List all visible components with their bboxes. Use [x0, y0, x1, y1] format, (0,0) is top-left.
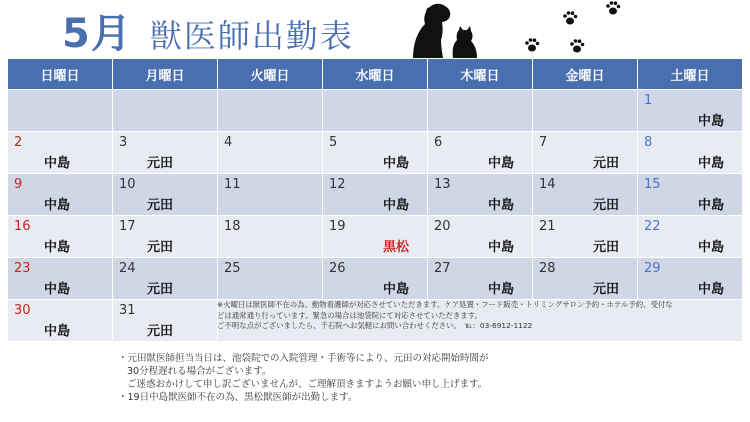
notice-line: ご不明な点がございましたら、千石院へお気軽にお問い合わせください。 ℡：03-6912-1122	[217, 321, 533, 330]
day-cell	[218, 216, 323, 258]
day-cell	[323, 174, 428, 216]
doctor-name: 元田	[147, 198, 174, 213]
doctor-name: 中島	[697, 282, 724, 297]
week-row	[8, 90, 743, 132]
doctor-name: 中島	[697, 114, 724, 129]
day-number: 29	[644, 261, 661, 276]
footer-line: 30分程遅れる場合がございます。	[127, 366, 272, 377]
day-cell	[638, 216, 743, 258]
day-cell	[428, 132, 533, 174]
day-number: 9	[14, 177, 23, 192]
day-cell	[113, 216, 218, 258]
day-cell	[428, 90, 533, 132]
doctor-name: 中島	[697, 240, 724, 255]
doctor-name: 元田	[592, 156, 619, 171]
day-number: 21	[539, 219, 556, 234]
day-number: 15	[644, 177, 661, 192]
day-number: 12	[329, 177, 346, 192]
day-cell	[428, 174, 533, 216]
day-number: 24	[119, 261, 136, 276]
day-cell	[8, 258, 113, 300]
footer-notes	[118, 352, 489, 404]
day-number: 6	[434, 135, 443, 150]
doctor-name: 中島	[44, 156, 71, 171]
footer-line: ・元田獣医師担当当日は、池袋院での入院管理・手術等により、元田の対応開始時間が	[118, 353, 489, 364]
doctor-name: 元田	[147, 240, 174, 255]
doctor-name: 中島	[382, 156, 409, 171]
day-cell	[218, 132, 323, 174]
day-cell	[323, 258, 428, 300]
paw-print-icon	[562, 10, 578, 26]
day-cell	[638, 174, 743, 216]
day-cell	[323, 90, 428, 132]
day-cell	[113, 174, 218, 216]
day-number: 8	[644, 135, 653, 150]
day-number: 2	[14, 135, 23, 150]
day-number: 20	[434, 219, 451, 234]
doctor-name: 黒松	[382, 240, 409, 255]
day-cell	[113, 132, 218, 174]
doctor-name: 中島	[697, 198, 724, 213]
doctor-name: 元田	[592, 240, 619, 255]
weekday-header-row	[8, 59, 743, 90]
day-cell	[638, 90, 743, 132]
notice-line: ※火曜日は獣医師不在の為、動物看護師が対応させていただきます。ケア処置・フード販売・トリミングサロン予約・ホテル予約、受付な	[217, 300, 673, 309]
weekday-tuesday: 火曜日	[218, 59, 323, 90]
day-number: 11	[224, 177, 241, 192]
day-number: 14	[539, 177, 556, 192]
doctor-name: 中島	[487, 282, 514, 297]
paw-print-icon	[604, 0, 622, 16]
doctor-name: 中島	[44, 282, 71, 297]
doctor-name: 中島	[487, 156, 514, 171]
footer-line: ご迷惑おかけして申し訳ございませんが、ご理解頂きますようお願い申し上げます。	[127, 379, 488, 390]
day-number: 19	[329, 219, 346, 234]
doctor-name: 中島	[44, 198, 71, 213]
doctor-name: 中島	[382, 198, 409, 213]
day-cell	[113, 258, 218, 300]
dog-and-cat-silhouette-icon	[405, 0, 485, 60]
day-cell	[533, 216, 638, 258]
title-name: 獣医師出勤表	[149, 17, 354, 55]
day-number: 13	[434, 177, 451, 192]
day-cell	[113, 300, 218, 342]
day-number: 30	[14, 303, 31, 318]
day-number: 17	[119, 219, 136, 234]
day-number: 27	[434, 261, 451, 276]
notice-line: どは通常通り行っています。緊急の場合は池袋院にて対応させていただきます。	[217, 310, 482, 320]
doctor-name: 中島	[382, 282, 409, 297]
weekday-monday: 月曜日	[113, 59, 218, 90]
day-cell	[533, 258, 638, 300]
doctor-name: 中島	[44, 324, 71, 339]
day-cell	[323, 132, 428, 174]
doctor-name: 元田	[147, 282, 174, 297]
day-cell	[218, 174, 323, 216]
week-row	[8, 216, 743, 258]
day-cell	[533, 174, 638, 216]
weekday-friday: 金曜日	[533, 59, 638, 90]
day-cell	[8, 216, 113, 258]
doctor-name: 元田	[147, 156, 174, 171]
day-cell	[638, 258, 743, 300]
day-number: 16	[14, 219, 31, 234]
day-number: 31	[119, 303, 136, 318]
day-cell	[428, 216, 533, 258]
doctor-name: 中島	[697, 156, 724, 171]
doctor-name: 中島	[487, 240, 514, 255]
doctor-name: 元田	[147, 324, 174, 339]
paw-print-icon	[569, 38, 585, 54]
day-cell	[533, 90, 638, 132]
day-number: 28	[539, 261, 556, 276]
day-cell	[8, 132, 113, 174]
day-cell	[8, 174, 113, 216]
week-row	[8, 258, 743, 300]
weekday-thursday: 木曜日	[428, 59, 533, 90]
day-cell	[218, 90, 323, 132]
day-number: 7	[539, 135, 548, 150]
day-cell	[638, 132, 743, 174]
day-cell	[533, 132, 638, 174]
tuesday-notice	[217, 300, 742, 332]
day-number: 18	[224, 219, 241, 234]
day-number: 3	[119, 135, 128, 150]
day-number: 23	[14, 261, 31, 276]
page-title	[62, 8, 354, 56]
day-cell	[323, 216, 428, 258]
title-month: 5月	[62, 11, 132, 57]
day-cell	[113, 90, 218, 132]
paw-print-icon	[524, 37, 540, 53]
weekday-wednesday: 水曜日	[323, 59, 428, 90]
footer-line: ・19日中島獣医師不在の為、黒松獣医師が出勤します。	[118, 392, 358, 403]
day-cell	[218, 258, 323, 300]
day-number: 25	[224, 261, 241, 276]
doctor-name: 元田	[592, 198, 619, 213]
day-number: 1	[644, 93, 653, 108]
week-row	[8, 174, 743, 216]
day-number: 26	[329, 261, 346, 276]
day-cell	[428, 258, 533, 300]
day-number: 5	[329, 135, 338, 150]
day-number: 22	[644, 219, 661, 234]
day-cell	[8, 90, 113, 132]
day-number: 4	[224, 135, 233, 150]
doctor-name: 中島	[487, 198, 514, 213]
day-cell	[8, 300, 113, 342]
week-row	[8, 132, 743, 174]
weekday-saturday: 土曜日	[638, 59, 743, 90]
doctor-name: 中島	[44, 240, 71, 255]
day-number: 10	[119, 177, 136, 192]
doctor-name: 元田	[592, 282, 619, 297]
weekday-sunday: 日曜日	[8, 59, 113, 90]
